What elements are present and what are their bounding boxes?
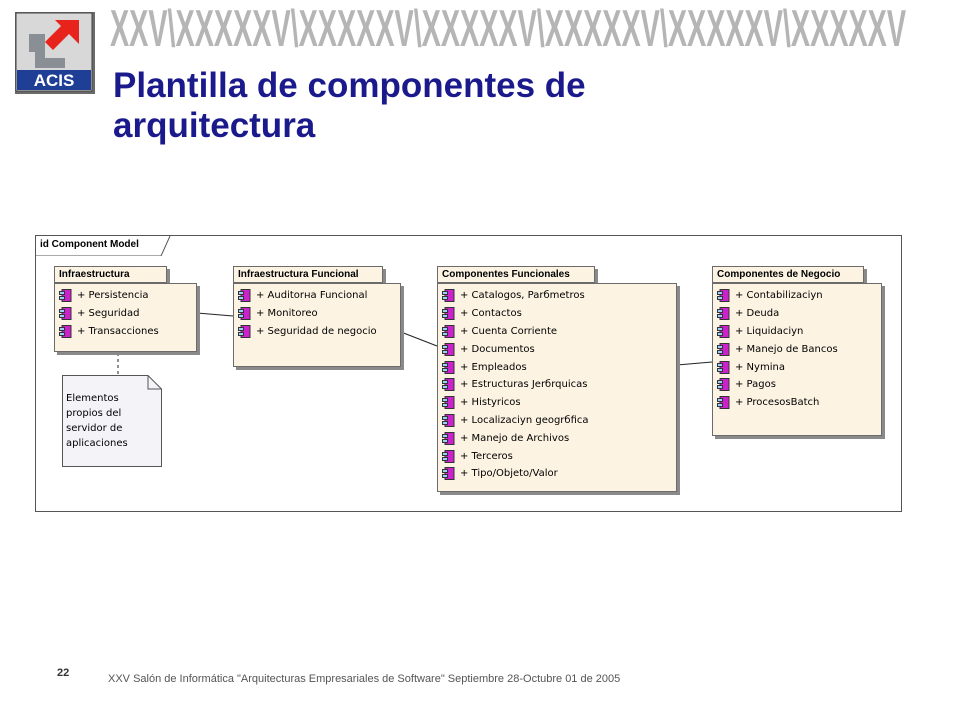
frame-label: id Component Model (40, 239, 139, 250)
list-item (59, 323, 196, 341)
component-icon (717, 378, 731, 391)
banner-text: XXV\XXXXXV\XXXXXV\XXXXXV\XXXXXV\XXXXXV\XXXXXV (110, 2, 907, 52)
item-label: + Documentos (460, 343, 535, 355)
component-icon (717, 343, 731, 356)
list-item (442, 340, 676, 358)
item-label: + Estructuras Jerбrquicas (460, 379, 588, 391)
item-label: + Monitoreo (256, 308, 318, 320)
note-text (66, 391, 154, 451)
note-line: propios del (66, 408, 122, 419)
list-item (717, 287, 881, 305)
note-line: Elementos (66, 393, 119, 404)
item-label: + Terceros (460, 450, 513, 462)
item-label: + Pagos (735, 379, 776, 391)
item-label: + Seguridad (77, 308, 140, 320)
component-icon (442, 325, 456, 338)
component-icon (59, 325, 73, 338)
title-line-1: Plantilla de componentes de (113, 66, 586, 105)
component-icon (442, 467, 456, 480)
list-item (238, 323, 400, 341)
component-icon (442, 361, 456, 374)
list-item (717, 305, 881, 323)
item-label: + Auditorнa Funcional (256, 290, 368, 302)
note-line: aplicaciones (66, 438, 128, 449)
item-label: + Cuenta Corriente (460, 325, 558, 337)
component-icon (442, 414, 456, 427)
list-item (717, 358, 881, 376)
item-label: + Localizaciуn geogrбfica (460, 414, 589, 426)
component-icon (717, 325, 731, 338)
component-icon (442, 432, 456, 445)
logo-text: ACIS (33, 71, 75, 90)
list-item (442, 287, 676, 305)
package-body (233, 283, 401, 367)
package-tab: Infraestructura Funcional (233, 266, 383, 283)
component-icon (59, 307, 73, 320)
list-item (442, 447, 676, 465)
list-item (442, 323, 676, 341)
slide-title (113, 66, 586, 146)
list-item (717, 340, 881, 358)
list-item (442, 429, 676, 447)
package-tab: Infraestructura (54, 266, 167, 283)
note-line: servidor de (66, 423, 123, 434)
item-label: + Contactos (460, 308, 522, 320)
item-label: + Histуricos (460, 397, 521, 409)
package-tab: Componentes de Negocio (712, 266, 864, 283)
item-label: + Catalogos, Parбmetros (460, 290, 585, 302)
item-label: + Deuda (735, 308, 780, 320)
component-icon (717, 307, 731, 320)
list-item (442, 376, 676, 394)
list-item (717, 376, 881, 394)
component-icon (238, 325, 252, 338)
component-icon (717, 361, 731, 374)
list-item (238, 305, 400, 323)
list-item (442, 358, 676, 376)
list-item (717, 323, 881, 341)
item-label: + Manejo de Bancos (735, 343, 838, 355)
item-label: + Empleados (460, 361, 527, 373)
list-item (59, 287, 196, 305)
component-icon (59, 289, 73, 302)
item-label: + Manejo de Archivos (460, 432, 570, 444)
component-icon (238, 307, 252, 320)
item-label: + Seguridad de negocio (256, 325, 377, 337)
list-item (238, 287, 400, 305)
component-icon (442, 343, 456, 356)
item-label: + Tipo/Objeto/Valor (460, 468, 558, 480)
xxv-banner (110, 2, 910, 52)
component-icon (442, 307, 456, 320)
list-item (442, 412, 676, 430)
package-body (54, 283, 197, 352)
item-label: + Contabilizaciуn (735, 290, 823, 302)
package-body (712, 283, 882, 436)
component-icon (717, 396, 731, 409)
list-item (442, 394, 676, 412)
footer-text: XXV Salón de Informática "Arquitecturas Empresariales de Software" Septiembre 28-Octubre 01 de 2005 (108, 673, 621, 685)
list-item (59, 305, 196, 323)
list-item (442, 305, 676, 323)
component-icon (442, 396, 456, 409)
package-tab: Componentes Funcionales (437, 266, 595, 283)
item-label: + Persistencia (77, 290, 149, 302)
item-label: + Transacciones (77, 325, 159, 337)
list-item (442, 465, 676, 483)
item-label: + ProcesosBatch (735, 397, 820, 409)
component-icon (238, 289, 252, 302)
component-icon (442, 289, 456, 302)
item-label: + Liquidaciуn (735, 325, 804, 337)
title-line-2: arquitectura (113, 106, 316, 145)
component-icon (717, 289, 731, 302)
slide-number: 22 (57, 667, 70, 679)
package-body (437, 283, 677, 492)
component-icon (442, 450, 456, 463)
item-label: + Nуmina (735, 361, 785, 373)
acis-logo (15, 12, 95, 94)
list-item (717, 394, 881, 412)
component-icon (442, 378, 456, 391)
